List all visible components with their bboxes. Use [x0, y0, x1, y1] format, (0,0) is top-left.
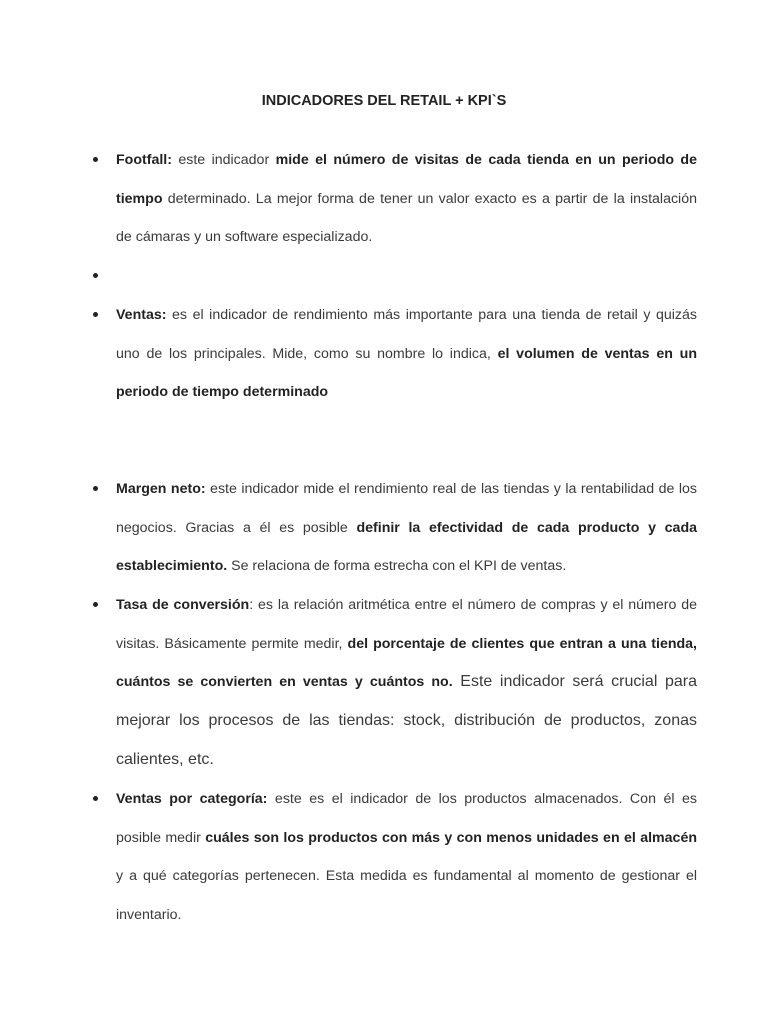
text-run: Este indicador será crucial para mejorar los procesos de las tiendas: stock, distribución de productos, zonas calientes, etc. [116, 673, 697, 768]
bullet-icon [93, 312, 98, 317]
bold-text-run: mide el número de visitas de cada tienda en un periodo de tiempo [116, 152, 697, 207]
bullet-icon [93, 273, 98, 278]
list-item-text [116, 481, 697, 574]
text-run: y a qué categorías pertenecen. Esta medida es fundamental al momento de gestionar el inventario. [116, 868, 697, 924]
text-run: determinado. La mejor forma de tener un valor exacto es a partir de la instalación de cámaras y un software especializado. [116, 190, 697, 246]
list-item-ventas [116, 296, 697, 412]
list-item-text [116, 307, 697, 400]
text-run: : es la relación aritmética entre el número de compras y el número de visitas. Básicamente permite medir, [116, 597, 697, 652]
list-item-tasa-conversion [116, 586, 697, 780]
bold-text-run: Ventas por categoría: [116, 791, 268, 807]
bullet-icon [93, 602, 98, 607]
list-item-footfall [116, 141, 697, 257]
list-item-text [116, 791, 697, 923]
text-run: Se relaciona de forma estrecha con el KPI de ventas. [227, 558, 567, 575]
bold-text-run: definir la efectividad de cada producto y cada establecimiento. [116, 519, 698, 575]
bold-text-run: Tasa de conversión [116, 597, 250, 613]
text-run: es el indicador de rendimiento más importante para una tienda de retail y quizás uno de los principales. Mide, como su nombre lo indica, [116, 307, 697, 362]
bold-text-run: cuáles son los productos con más y con menos unidades en el almacén [205, 829, 697, 846]
bullet-icon [93, 796, 98, 801]
list-item-text [116, 597, 697, 768]
bold-text-run: Margen neto: [116, 481, 206, 497]
bold-text-run: Ventas: [116, 307, 167, 323]
text-run: este indicador mide el rendimiento real de las tiendas y la rentabilidad de los negocios. Gracias a él es posible [116, 481, 698, 536]
document-title: INDICADORES DEL RETAIL + KPI`S [261, 93, 507, 109]
bullet-icon [93, 157, 98, 162]
list-item-ventas-por-categoria [116, 780, 697, 935]
text-run: este es el indicador de los productos almacenados. Con él es posible medir [116, 791, 697, 846]
text-run: este indicador [171, 152, 276, 168]
list-item-margen-neto [116, 470, 697, 586]
bullet-icon [93, 486, 98, 491]
bold-text-run: el volumen de ventas en un periodo de tiempo determinado [116, 345, 697, 401]
bold-text-run: Footfall: [116, 152, 172, 168]
list-item-text [116, 152, 697, 245]
bold-text-run: del porcentaje de clientes que entran a una tienda, cuántos se convierten en ventas y cuántos no. [116, 635, 697, 691]
